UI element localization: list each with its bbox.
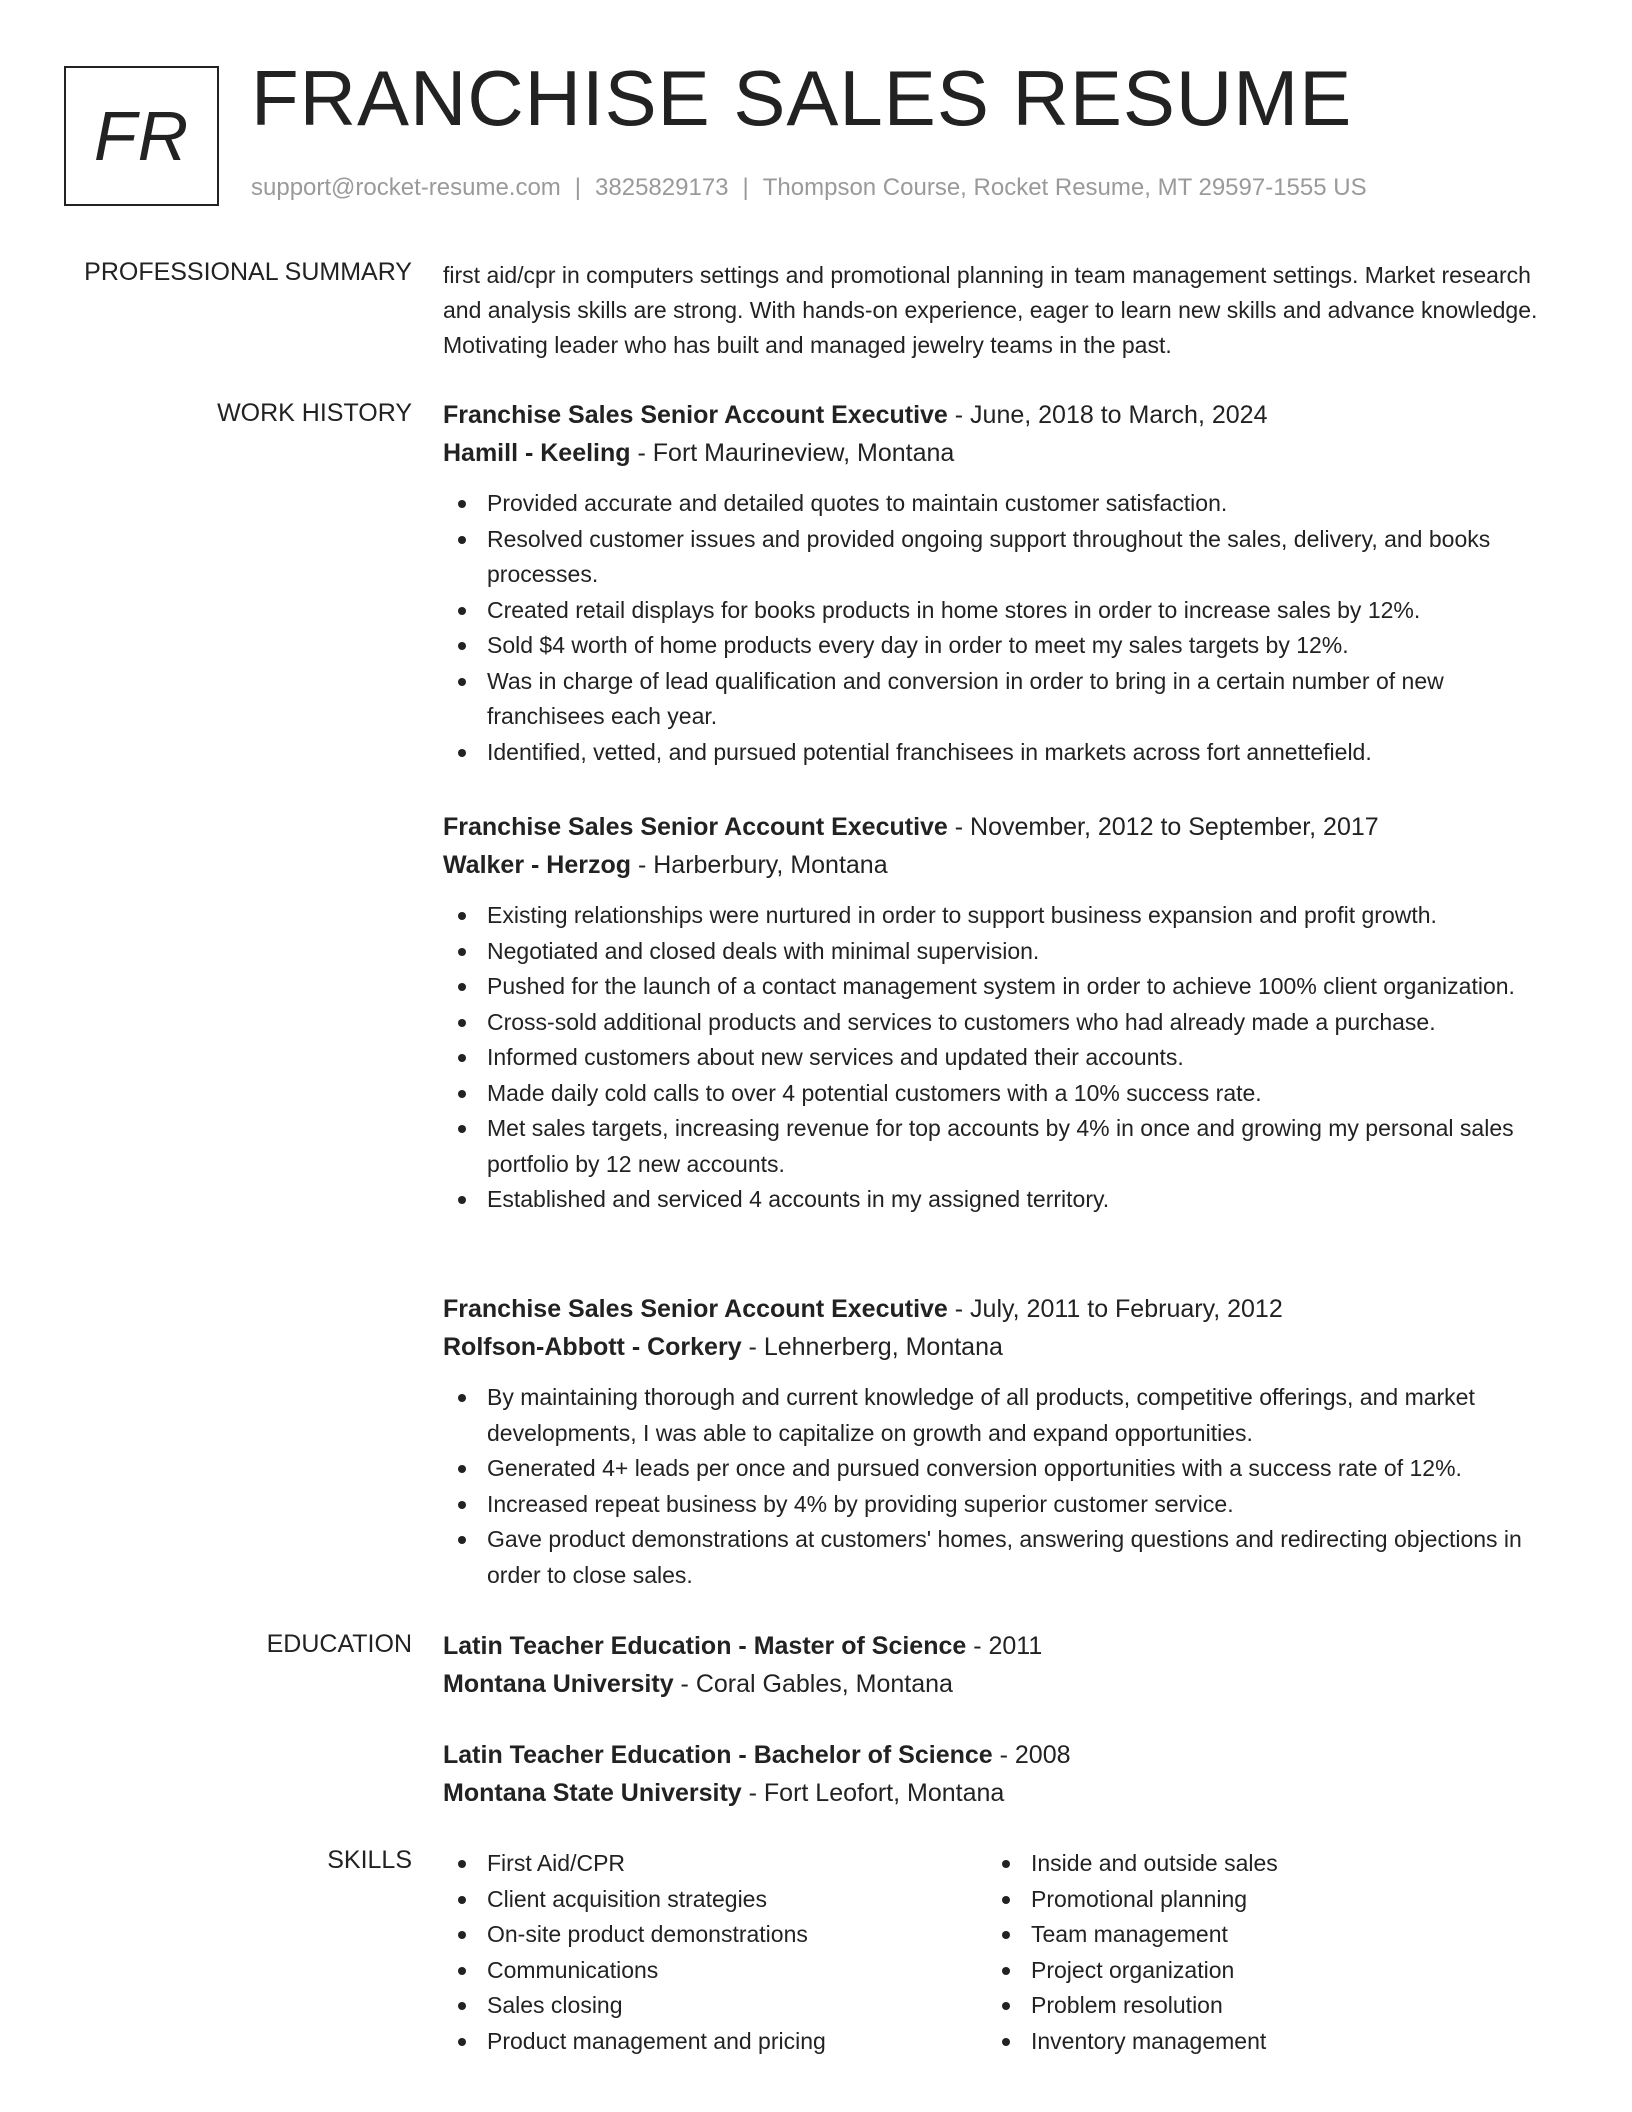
list-item: Informed customers about new services and updated their accounts.	[443, 1040, 1558, 1076]
job-entry	[443, 808, 1558, 1218]
resume-title: FRANCHISE SALES RESUME	[251, 54, 1353, 142]
school-location: - Fort Leofort, Montana	[741, 1779, 1005, 1807]
list-item: Generated 4+ leads per once and pursued conversion opportunities with a success rate of 12%.	[443, 1451, 1558, 1487]
job-bullets	[443, 1380, 1558, 1593]
job-dates: - June, 2018 to March, 2024	[947, 401, 1268, 429]
list-item: Increased repeat business by 4% by providing superior customer service.	[443, 1487, 1558, 1523]
job-title-line	[443, 808, 1558, 846]
skills-bullets	[987, 1846, 1531, 2059]
list-item: Sold $4 worth of home products every day in order to meet my sales targets by 12%.	[443, 628, 1558, 664]
school-name: Montana State University	[443, 1779, 742, 1807]
job-company: Rolfson-Abbott - Corkery	[443, 1333, 742, 1361]
list-item: By maintaining thorough and current knowledge of all products, competitive offerings, and market developments, I was able to capitalize on growth and expand opportunities.	[443, 1380, 1558, 1451]
skill-item: Sales closing	[443, 1988, 987, 2024]
section-label-summary: PROFESSIONAL SUMMARY	[84, 258, 412, 286]
skill-item: Inventory management	[987, 2024, 1531, 2060]
skill-item: Inside and outside sales	[987, 1846, 1531, 1882]
skills-list	[443, 1846, 1558, 2059]
skill-item: Client acquisition strategies	[443, 1882, 987, 1918]
contact-phone: 3825829173	[595, 174, 729, 201]
education-entry	[443, 1736, 1558, 1812]
skill-item: Communications	[443, 1953, 987, 1989]
skills-bullets	[443, 1846, 987, 2059]
education-entry	[443, 1627, 1558, 1703]
list-item: Met sales targets, increasing revenue for top accounts by 4% in once and growing my personal sales portfolio by 12 new accounts.	[443, 1111, 1558, 1182]
skills-column-right	[987, 1846, 1531, 2059]
job-bullets	[443, 486, 1558, 770]
skill-item: First Aid/CPR	[443, 1846, 987, 1882]
job-dates: - November, 2012 to September, 2017	[947, 813, 1379, 841]
degree-name: Latin Teacher Education - Bachelor of Science	[443, 1741, 993, 1769]
contact-address: Thompson Course, Rocket Resume, MT 29597-1555 US	[762, 174, 1367, 201]
job-title-line	[443, 396, 1558, 434]
section-label-work-history: WORK HISTORY	[217, 399, 412, 427]
job-location: - Lehnerberg, Montana	[741, 1333, 1003, 1361]
list-item: Gave product demonstrations at customers' homes, answering questions and redirecting objections in order to close sales.	[443, 1522, 1558, 1593]
contact-separator: |	[574, 174, 582, 201]
skill-item: Promotional planning	[987, 1882, 1531, 1918]
list-item: Existing relationships were nurtured in order to support business expansion and profit growth.	[443, 898, 1558, 934]
job-company: Hamill - Keeling	[443, 439, 631, 467]
job-title: Franchise Sales Senior Account Executive	[443, 813, 948, 841]
monogram-initials: FR	[93, 97, 190, 175]
contact-line	[251, 174, 1367, 202]
skill-item: Project organization	[987, 1953, 1531, 1989]
summary-text: first aid/cpr in computers settings and promotional planning in team management settings. Market research and analysis skills are strong. With hands-on experience, eager to learn new skills and advance knowledge. Motivating leader who has built and managed jewelry teams in the past.	[443, 262, 1538, 358]
list-item: Resolved customer issues and provided ongoing support throughout the sales, delivery, and books processes.	[443, 522, 1558, 593]
school-name: Montana University	[443, 1670, 674, 1698]
job-company-line	[443, 846, 1558, 884]
job-entry	[443, 396, 1558, 770]
school-line	[443, 1665, 1558, 1703]
list-item: Was in charge of lead qualification and conversion in order to bring in a certain number of new franchisees each year.	[443, 664, 1558, 735]
job-title: Franchise Sales Senior Account Executive	[443, 1295, 948, 1323]
degree-year: - 2011	[966, 1632, 1043, 1660]
skill-item: Product management and pricing	[443, 2024, 987, 2060]
section-label-education: EDUCATION	[266, 1630, 412, 1658]
list-item: Cross-sold additional products and services to customers who had already made a purchase.	[443, 1005, 1558, 1041]
job-location: - Harberbury, Montana	[631, 851, 888, 879]
degree-line	[443, 1627, 1558, 1665]
list-item: Created retail displays for books products in home stores in order to increase sales by 12%.	[443, 593, 1558, 629]
job-dates: - July, 2011 to February, 2012	[947, 1295, 1283, 1323]
job-location: - Fort Maurineview, Montana	[630, 439, 955, 467]
list-item: Negotiated and closed deals with minimal supervision.	[443, 934, 1558, 970]
list-item: Provided accurate and detailed quotes to maintain customer satisfaction.	[443, 486, 1558, 522]
school-line	[443, 1774, 1558, 1812]
degree-name: Latin Teacher Education - Master of Science	[443, 1632, 967, 1660]
job-company: Walker - Herzog	[443, 851, 632, 879]
contact-separator: |	[742, 174, 749, 201]
degree-year: - 2008	[992, 1741, 1071, 1769]
list-item: Made daily cold calls to over 4 potential customers with a 10% success rate.	[443, 1076, 1558, 1112]
skills-column-left	[443, 1846, 987, 2059]
job-title: Franchise Sales Senior Account Executive	[443, 401, 948, 429]
job-company-line	[443, 434, 1558, 472]
job-title-line	[443, 1290, 1558, 1328]
job-bullets	[443, 898, 1558, 1218]
job-entry	[443, 1290, 1558, 1593]
job-company-line	[443, 1328, 1558, 1366]
monogram-box	[64, 66, 219, 206]
degree-line	[443, 1736, 1558, 1774]
skill-item: On-site product demonstrations	[443, 1917, 987, 1953]
list-item: Established and serviced 4 accounts in my assigned territory.	[443, 1182, 1558, 1218]
contact-email: support@rocket-resume.com	[251, 174, 561, 201]
list-item: Pushed for the launch of a contact management system in order to achieve 100% client organization.	[443, 969, 1558, 1005]
section-label-skills: SKILLS	[327, 1846, 412, 1874]
list-item: Identified, vetted, and pursued potential franchisees in markets across fort annettefield.	[443, 735, 1558, 771]
school-location: - Coral Gables, Montana	[673, 1670, 953, 1698]
skill-item: Problem resolution	[987, 1988, 1531, 2024]
skill-item: Team management	[987, 1917, 1531, 1953]
